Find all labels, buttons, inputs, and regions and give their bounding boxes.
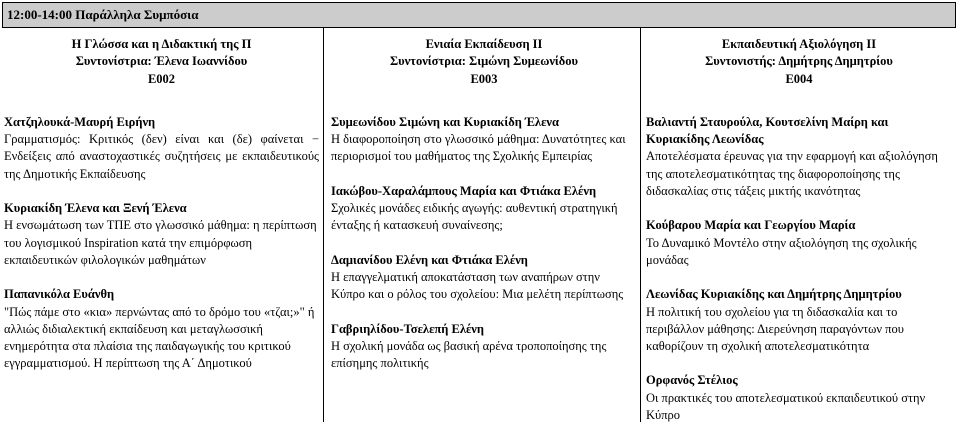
session-room: Ε004 — [785, 71, 813, 86]
presentation — [331, 321, 637, 373]
session-title: Εκπαιδευτική Αξιολόγηση ΙΙ — [721, 37, 877, 51]
column-divider — [323, 28, 324, 422]
presentation — [4, 114, 319, 183]
presentation-authors: Λεωνίδας Κυριακίδης και Δημήτρης Δημητρίου — [646, 287, 902, 302]
presentation — [646, 217, 952, 269]
session-room: Ε002 — [147, 71, 176, 86]
session-coordinator: Συντονίστρια: Σιμώνη Συμεωνίδου — [389, 54, 579, 69]
session-column-2 — [331, 36, 637, 389]
session-heading — [646, 36, 952, 88]
presentation-title: "Πώς πάμε στο «κια» περνώντας από το δρόμο του «τζαι;»" ή αλλιώς διδιαλεκτική εκπαίδευση και μεταγλωσσική ενημερότητα στα πλαίσια της παιδαγωγικής του κριτικού εγγραμματισμού. Η περίπτωση της Α΄ Δημοτικού — [4, 304, 315, 371]
presentation-authors: Κούβαρου Μαρία και Γεωργίου Μαρία — [646, 218, 856, 233]
session-title: Ενιαία Εκπαίδευση ΙΙ — [425, 37, 543, 51]
presentation-title: Η ενσωμάτωση των ΤΠΕ στο γλωσσικό μάθημα: η περίπτωση του λογισμικού Inspiration κατά την επιμόρφωση εκπαιδευτικών φιλολογικών μαθημάτων — [4, 218, 317, 267]
presentation-title: Η σχολική μονάδα ως βασική αρένα τροποποίησης της επίσημης πολιτικής — [331, 338, 607, 371]
session-heading — [4, 36, 319, 88]
time-slot-title: 12:00-14:00 Παράλληλα Συμπόσια — [7, 7, 199, 22]
presentation-authors: Συμεωνίδου Σιμώνη και Κυριακίδη Έλενα — [331, 114, 559, 129]
presentation-title: Η επαγγελματική αποκατάσταση των αναπήρων στην Κύπρο και ο ρόλος του σχολείου: Μια μελέτη περίπτωσης — [331, 269, 624, 302]
session-room: Ε003 — [470, 71, 498, 86]
presentation-title: Η διαφοροποίηση στο γλωσσικό μάθημα: Δυνατότητες και περιορισμοί του μαθήματος της Σχολικής Εμπειρίας — [331, 132, 626, 164]
presentation-authors: Ορφανός Στέλιος — [646, 373, 738, 388]
presentation-title: Γραμματισμός: Κριτικός (δεν) είναι και (δε) φαίνεται − Ενδείξεις από αναστοχαστικές συζητήσεις με εκπαιδευτικούς της Δημοτικής Εκπαίδευσης — [4, 132, 319, 181]
session-title: Η Γλώσσα και η Διδακτική της Π — [71, 37, 252, 51]
presentation-authors: Ιακώβου-Χαραλάμπους Μαρία και Φτιάκα Ελένη — [331, 183, 597, 198]
presentation-title: Το Δυναμικό Μοντέλο στην αξιολόγηση της σχολικής μονάδας — [646, 235, 917, 267]
presentation-title: Οι πρακτικές του αποτελεσματικού εκπαιδευτικού στην Κύπρο — [646, 390, 926, 423]
presentation — [331, 114, 637, 166]
presentation-authors: Κυριακίδη Έλενα και Ξενή Έλενα — [4, 201, 187, 216]
column-divider — [640, 28, 641, 422]
presentation — [646, 286, 952, 355]
time-slot-header — [2, 2, 956, 28]
presentation-authors: Δαμιανίδου Ελένη και Φτιάκα Ελένη — [331, 252, 528, 267]
presentation-authors: Παπανικόλα Ευάνθη — [4, 287, 115, 302]
presentation — [646, 114, 952, 200]
presentation-title: Η πολιτική του σχολείου για τη διδασκαλία και το περιβάλλον μάθησης: Διερεύνηση παραγόντων που καθορίζουν τη σχολική αποτελεσματικότητα — [646, 304, 904, 354]
presentation-title: Σχολικές μονάδες ειδικής αγωγής: αυθεντική στρατηγική ένταξης ή κατασκευή συναίνεσης; — [331, 201, 618, 233]
presentation-authors: Χατζηλουκά-Μαυρή Ειρήνη — [4, 114, 156, 129]
session-column-3 — [646, 36, 952, 441]
session-coordinator: Συντονίστρια: Έλενα Ιωαννίδου — [75, 54, 248, 69]
presentation-authors: Γαβριηλίδου-Τσελεπή Ελένη — [331, 321, 484, 336]
presentation-title: Αποτελέσματα έρευνας για την εφαρμογή και αξιολόγηση της αποτελεσματικότητας της διαφοροποίησης της διδασκαλίας στις τάξεις μικτής ικανότητας — [646, 149, 938, 199]
presentation — [646, 372, 952, 424]
presentation — [331, 183, 637, 235]
session-coordinator: Συντονιστής: Δημήτρης Δημητρίου — [705, 54, 893, 69]
session-column-1 — [4, 36, 319, 390]
session-heading — [331, 36, 637, 88]
presentation — [4, 286, 319, 372]
presentation — [331, 252, 637, 304]
presentation — [4, 200, 319, 269]
presentation-authors: Βαλιαντή Σταυρούλα, Κουτσελίνη Μαίρη και Κυριακίδης Λεωνίδας — [646, 114, 889, 147]
